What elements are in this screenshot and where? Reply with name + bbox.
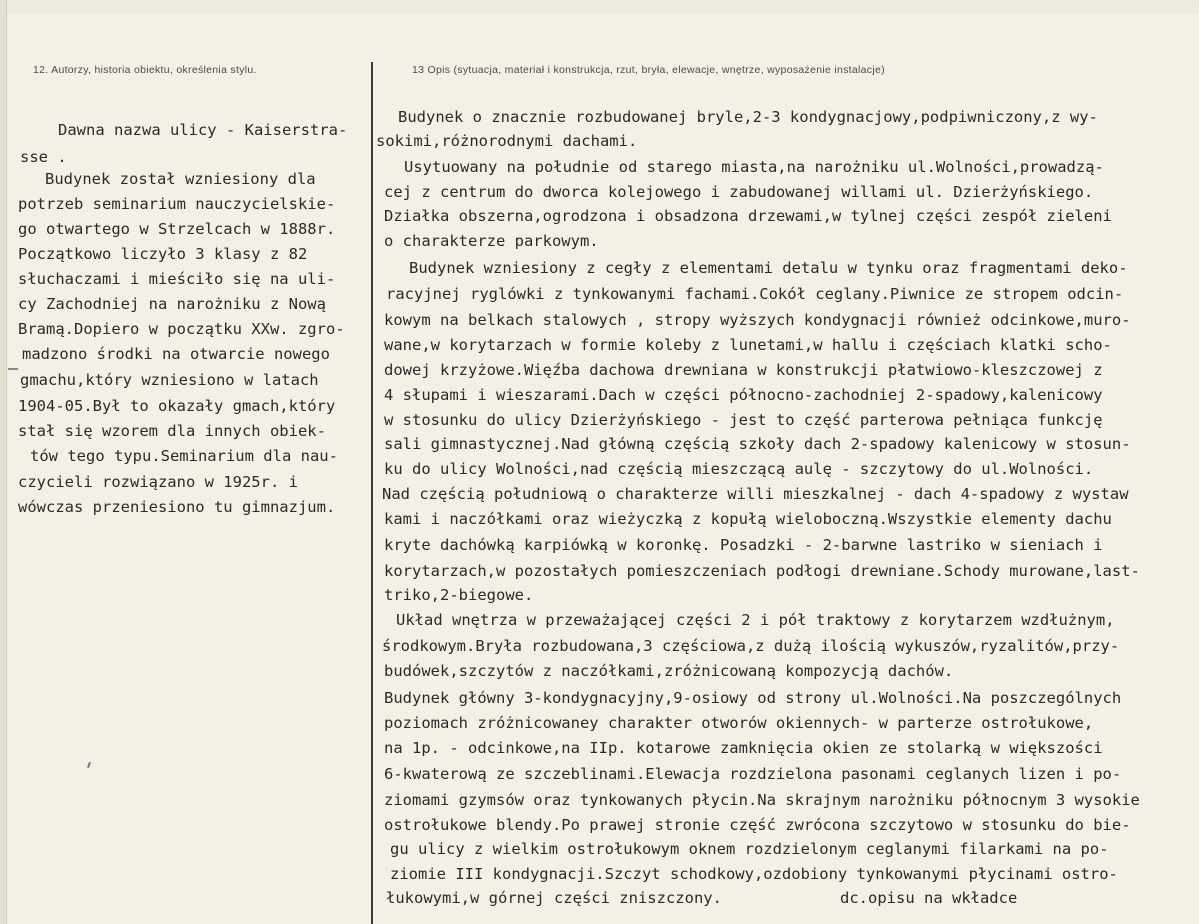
- left-line: 1904-05.Był to okazały gmach,który: [18, 397, 336, 415]
- right-line: gu ulicy z wielkim ostrołukowym oknem rozdzielonym ceglanymi filarkami na po-: [390, 840, 1109, 858]
- left-line: potrzeb seminarium nauczycielskie-: [18, 195, 336, 213]
- left-line: wówczas przeniesiono tu gimnazjum.: [18, 498, 336, 516]
- right-column-header: 13 Opis (sytuacja, materiał i konstrukcja, rzut, bryła, elewacje, wnętrze, wyposażenie instalacje): [412, 64, 885, 76]
- left-line: go otwartego w Strzelcach w 1888r.: [18, 220, 336, 238]
- right-line: ziomami gzymsów oraz tynkowanych płycin.Na skrajnym narożniku północnym 3 wysokie: [384, 791, 1140, 809]
- right-line: kryte dachówką karpiówką w koronkę. Posadzki - 2-barwne lastriko w sieniach i: [384, 536, 1103, 554]
- right-line: korytarzach,w pozostałych pomieszczeniach podłogi drewniane.Schody murowane,last-: [384, 562, 1140, 580]
- right-line: 6-kwaterową ze szczeblinami.Elewacja rozdzielona pasonami ceglanych lizen i po-: [384, 765, 1122, 783]
- left-line: Budynek został wzniesiony dla: [45, 170, 316, 188]
- right-line: wane,w korytarzach w formie koleby z lunetami,w hallu i częściach klatki scho-: [384, 336, 1112, 354]
- right-line: środkowym.Bryła rozbudowana,3 częściowa,z dużą ilością wykuszów,ryzalitów,przy-: [382, 637, 1120, 655]
- right-line: Usytuowany na południe od starego miasta,na narożniku ul.Wolności,prowadzą-: [404, 158, 1104, 176]
- right-line: Nad częścią południową o charakterze willi mieszkalnej - dach 4-spadowy z wystaw: [382, 485, 1129, 503]
- right-line: triko,2-biegowe.: [384, 586, 534, 604]
- left-line: cy Zachodniej na narożniku z Nową: [18, 295, 326, 313]
- left-line: Początkowo liczyło 3 klasy z 82: [18, 245, 308, 263]
- right-line: ostrołukowe blendy.Po prawej stronie część zwrócona szczytowo w stosunku do bie-: [384, 816, 1131, 834]
- top-edge: [0, 0, 1199, 14]
- right-line: dowej krzyżowe.Więźba dachowa drewniana w konstrukcji płatwiowo-kleszczowej z: [384, 361, 1103, 379]
- right-line: 4 słupami i wieszarami.Dach w części północno-zachodniej 2-spadowy,kalenicowy: [384, 386, 1103, 404]
- right-line: Budynek o znacznie rozbudowanej bryle,2-3 kondygnacjowy,podpiwniczony,z wy-: [398, 108, 1098, 126]
- right-line: Działka obszerna,ogrodzona i obsadzona drzewami,w tylnej części zespół zieleni: [384, 207, 1112, 225]
- right-line: poziomach zróżnicowaney charakter otworów okiennych- w parterze ostrołukowe,: [384, 714, 1094, 732]
- left-line: tów tego typu.Seminarium dla nau-: [30, 447, 338, 465]
- right-line: Układ wnętrza w przeważającej części 2 i pół traktowy z korytarzem wzdłużnym,: [396, 611, 1115, 629]
- right-line: Budynek główny 3-kondygnacyjny,9-osiowy od strony ul.Wolności.Na poszczególnych: [384, 689, 1122, 707]
- left-line: Bramą.Dopiero w początku XXw. zgro-: [18, 320, 345, 338]
- right-line: łukowymi,w górnej części zniszczony.: [386, 889, 722, 907]
- left-line: gmachu,który wzniesiono w latach: [20, 371, 319, 389]
- left-line: madzono środki na otwarcie nowego: [22, 345, 330, 363]
- page-left-edge: [0, 0, 7, 924]
- left-line: Dawna nazwa ulicy - Kaiserstra-: [58, 121, 348, 139]
- left-line: słuchaczami i mieściło się na uli-: [18, 270, 336, 288]
- right-line: kami i naczółkami oraz wieżyczką z kopułą wieloboczną.Wszystkie elementy dachu: [384, 510, 1112, 528]
- right-line: sali gimnastycznej.Nad główną częścią szkoły dach 2-spadowy kalenicowy w stosun-: [384, 435, 1131, 453]
- right-line: na 1p. - odcinkowe,na IIp. kotarowe zamknięcia okien ze stolarką w większości: [384, 739, 1103, 757]
- right-line: ku do ulicy Wolności,nad częścią mieszczącą aulę - szczytowy do ul.Wolności.: [384, 460, 1094, 478]
- margin-mark: [8, 368, 18, 370]
- continuation-note: dc.opisu na wkładce: [840, 889, 1018, 907]
- left-column-header: 12. Autorzy, historia obiektu, określenia stylu.: [33, 64, 257, 76]
- left-line: stał się wzorem dla innych obiek-: [18, 422, 326, 440]
- right-line: sokimi,różnorodnymi dachami.: [376, 132, 638, 150]
- right-line: w stosunku do ulicy Dzierżyńskiego - jest to część parterowa pełniąca funkcję: [384, 411, 1103, 429]
- right-line: o charakterze parkowym.: [384, 232, 599, 250]
- pencil-mark: [87, 762, 91, 768]
- right-line: budówek,szczytów z naczółkami,zróżnicowaną kompozycją dachów.: [384, 662, 954, 680]
- right-line: racyjnej ryglówki z tynkowanymi fachami.Cokół ceglany.Piwnice ze stropem odcin-: [386, 285, 1124, 303]
- left-line: sse .: [20, 148, 67, 166]
- column-divider: [371, 62, 373, 924]
- right-line: ziomie III kondygnacji.Szczyt schodkowy,ozdobiony tynkowanymi płycinami ostro-: [390, 865, 1118, 883]
- right-line: cej z centrum do dworca kolejowego i zabudowanej willami ul. Dzierżyńskiego.: [384, 183, 1094, 201]
- left-line: czycieli rozwiązano w 1925r. i: [18, 473, 298, 491]
- right-line: kowym na belkach stalowych , stropy wyższych kondygnacji również odcinkowe,muro-: [384, 311, 1131, 329]
- right-line: Budynek wzniesiony z cegły z elementami detalu w tynku oraz fragmentami deko-: [409, 259, 1128, 277]
